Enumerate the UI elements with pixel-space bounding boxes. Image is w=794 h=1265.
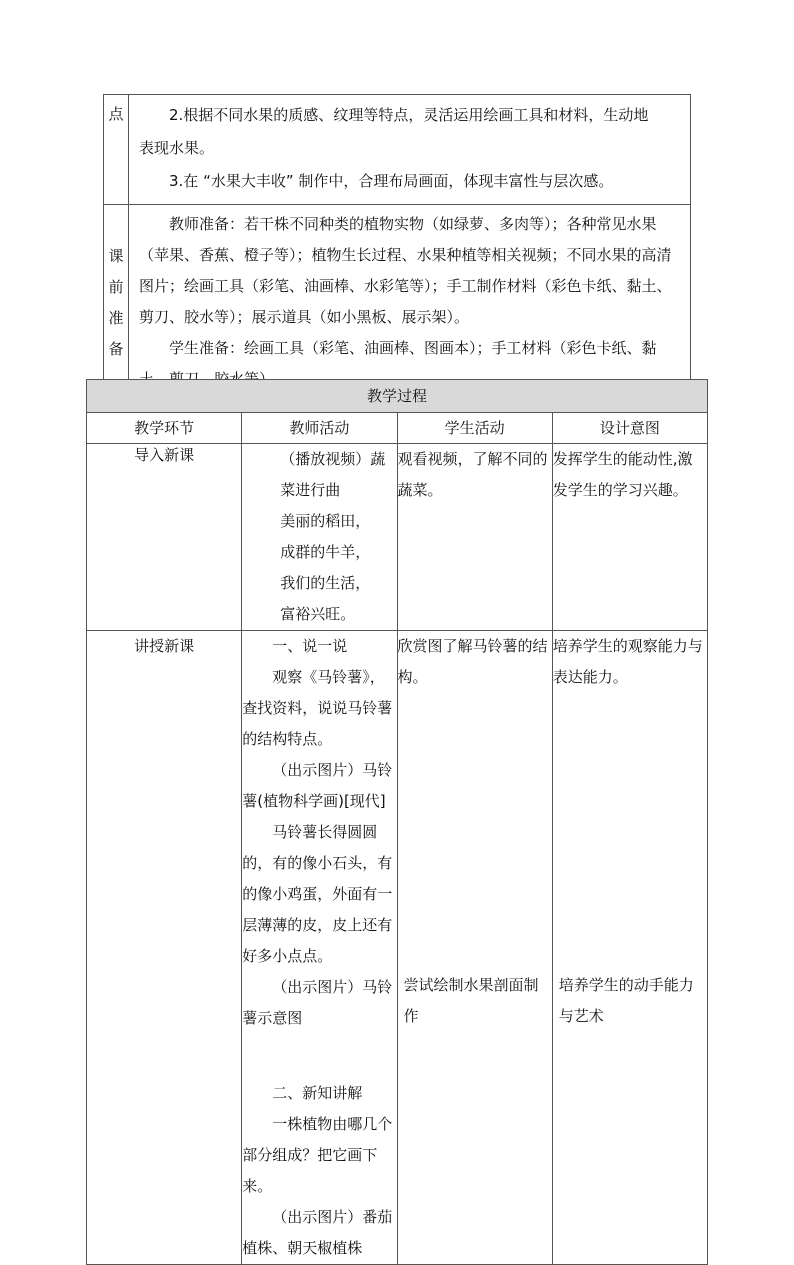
teaching-process-table: [86, 379, 708, 1265]
section-heading: 一、说一说: [272, 637, 348, 655]
intent-intro: 发挥学生的能动性,激发学生的学习兴趣。: [552, 444, 707, 631]
intro-line: 美丽的稻田，: [280, 512, 371, 530]
intro-line: 富裕兴旺。: [280, 605, 356, 623]
intro-line: （播放视频）蔬菜进行曲: [280, 450, 386, 499]
section-heading: 二、新知讲解: [272, 1084, 363, 1102]
key-points-content: [129, 95, 691, 205]
header-teacher: 教师活动: [242, 413, 397, 444]
key-points-label: 点: [104, 95, 129, 205]
teacher-intro: [242, 444, 397, 631]
intro-line: 成群的牛羊，: [280, 543, 371, 561]
header-row: [87, 413, 708, 444]
design-intent-2: 培养学生的动手能力与艺术: [558, 976, 694, 1025]
new-lesson-row: [87, 631, 708, 1265]
spacer: [242, 1034, 396, 1078]
preparation-content: [129, 205, 691, 402]
key-point-3: 3.在 “水果大丰收” 制作中，合理布局画面，体现丰富性与层次感。: [169, 172, 614, 190]
student-new-lesson: [397, 631, 552, 1265]
teacher-new-lesson: [242, 631, 397, 1265]
intro-row: [87, 444, 708, 631]
teacher-para: 观察《马铃薯》，查找资料，说说马铃薯的结构特点。: [242, 668, 393, 748]
key-point-2-line1: 2.根据不同水果的质感、纹理等特点，灵活运用绘画工具和材料，生动地: [169, 106, 649, 124]
teacher-para: （出示图片）番茄植株、朝天椒植株: [242, 1208, 393, 1257]
student-activity-1: 欣赏图了解马铃薯的结构。: [397, 637, 548, 686]
stage-intro: 导入新课: [87, 444, 242, 631]
teacher-para: 马铃薯长得圆圆的，有的像小石头，有的像小鸡蛋，外面有一层薄薄的皮，皮上还有好多小点点。: [242, 823, 393, 965]
teacher-para: 一株植物由哪几个部分组成？把它画下来。: [242, 1115, 393, 1195]
student-preparation: 学生准备：绘画工具（彩笔、油画棒、图画本）；手工材料（彩色卡纸、黏: [169, 339, 657, 357]
header-student: 学生活动: [397, 413, 552, 444]
key-points-row: [104, 95, 691, 205]
intent-new-lesson: [552, 631, 707, 1265]
header-stage: 教学环节: [87, 413, 242, 444]
preparation-label: 课 前 准 备: [104, 205, 129, 402]
teacher-para: （出示图片）马铃薯示意图: [242, 978, 393, 1027]
preparation-row: [104, 205, 691, 402]
stage-new-lesson: 讲授新课: [87, 631, 242, 1265]
student-intro: 观看视频，了解不同的蔬菜。: [397, 444, 552, 631]
key-point-2-line2: 表现水果。: [139, 139, 215, 157]
header-intent: 设计意图: [552, 413, 707, 444]
teacher-para: （出示图片）马铃薯(植物科学画)[现代]: [242, 761, 393, 810]
design-intent-1: 培养学生的观察能力与表达能力。: [552, 637, 703, 686]
intro-line: 我们的生活，: [280, 574, 371, 592]
student-activity-2: 尝试绘制水果剖面制作: [403, 976, 539, 1025]
process-title: 教学过程: [87, 380, 708, 413]
prep-table: [103, 94, 691, 402]
teacher-preparation: 教师准备：若干株不同种类的植物实物（如绿萝、多肉等）；各种常见水果（苹果、香蕉、橙子等）；植物生长过程、水果种植等相关视频；不同水果的高清图片；绘画工具（彩笔、油画棒、水彩笔等）；手工制作材料（彩色卡纸、黏土、剪刀、胶水等）；展示道具（如小黑板、展示架）。: [139, 215, 672, 326]
